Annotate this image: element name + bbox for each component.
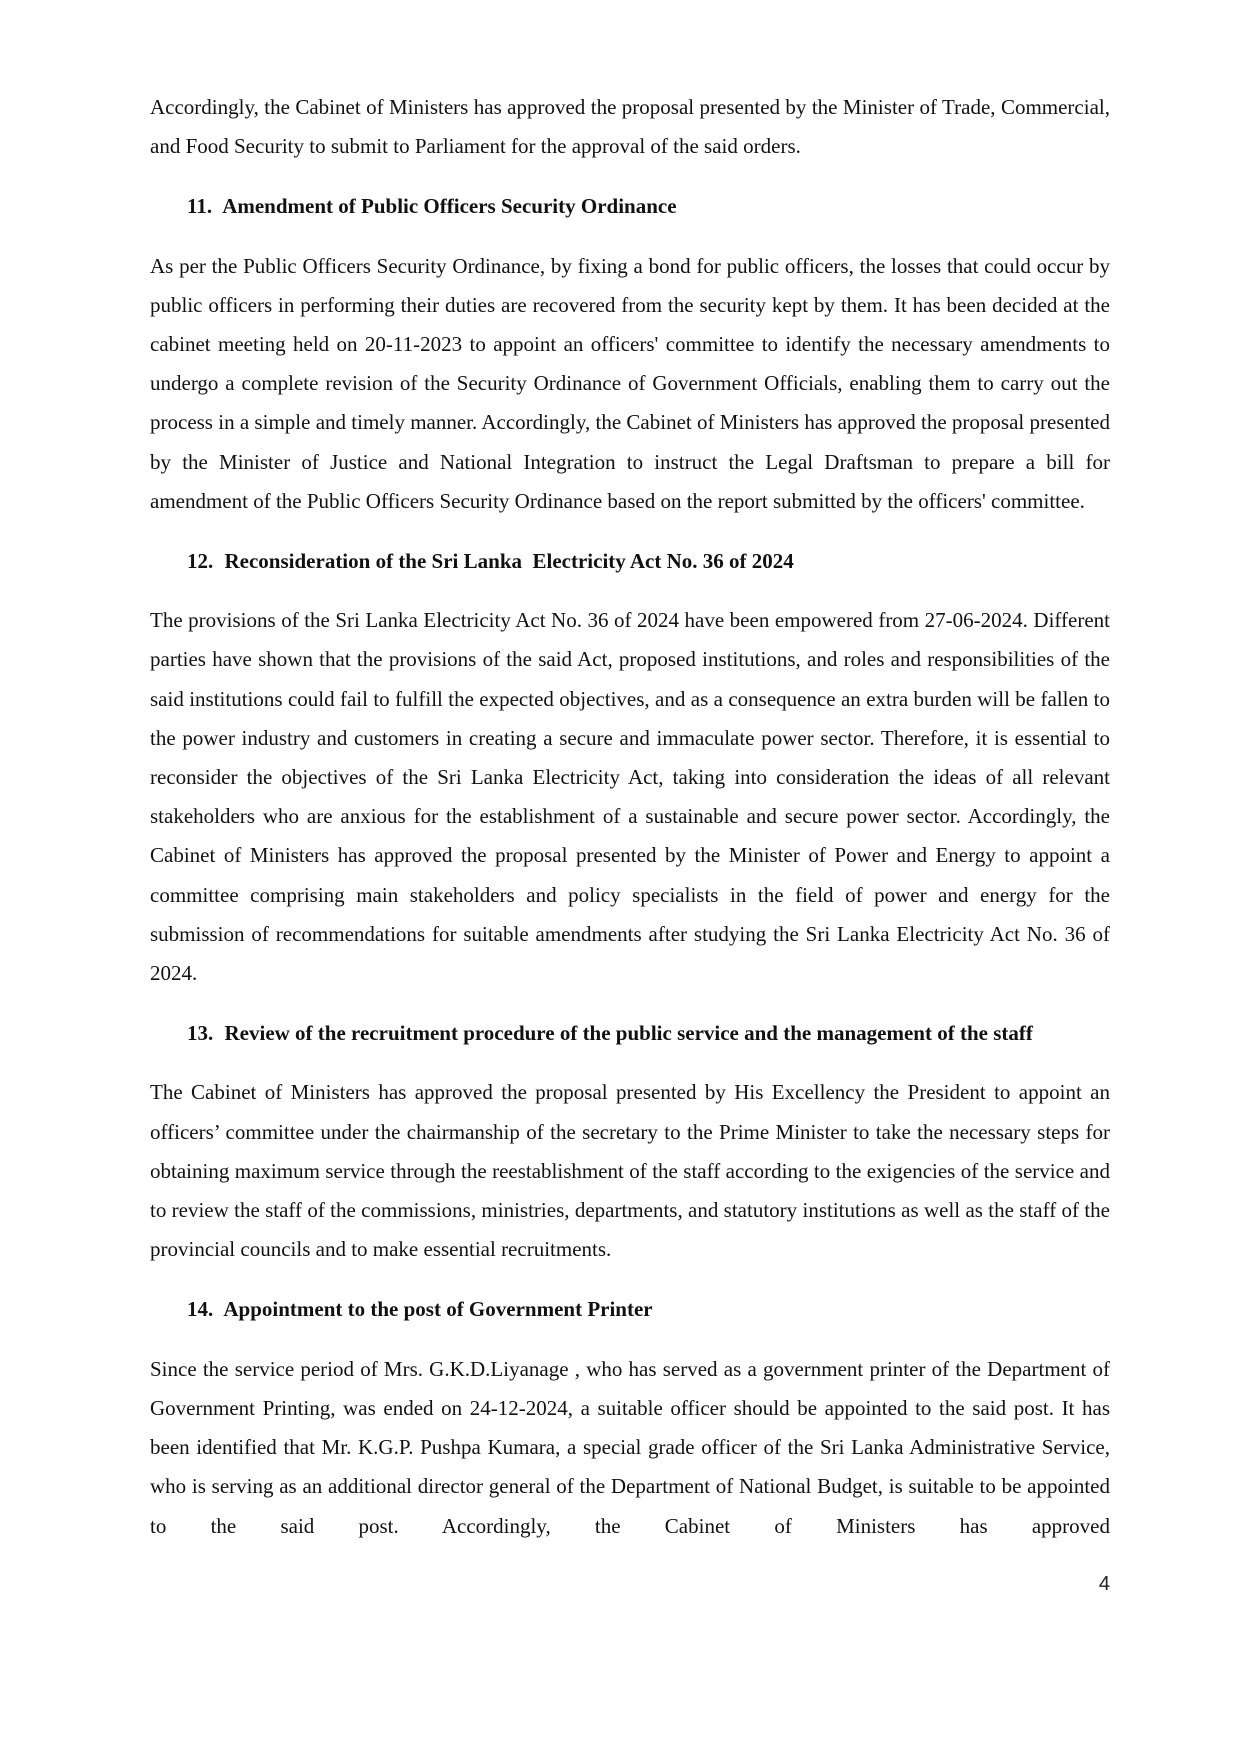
section-body-14: Since the service period of Mrs. G.K.D.Liyanage , who has served as a government printer of the Department of Government Printing, was ended on 24-12-2024, a suitable officer should be appointed to the said post. It has been identified that Mr. K.G.P. Pushpa Kumara, a special grade officer of the Sri Lanka Administrative Service, who is serving as an additional director general of the Department of National Budget, is suitable to be appointed to the said post. Accordingly, the Cabinet of Ministers has approved xyxy=(150,1356,1110,1538)
section-number: 12. xyxy=(187,549,214,574)
document-body xyxy=(150,88,1110,1546)
section-number: 14. xyxy=(187,1297,214,1322)
section-body-13: The Cabinet of Ministers has approved the proposal presented by His Excellency the President to appoint an officers’ committee under the chairmanship of the secretary to the Prime Minister to take the necessary steps for obtaining maximum service through the reestablishment of the staff according to the exigencies of the service and to review the staff of the commissions, ministries, departments, and statutory institutions as well as the staff of the provincial councils and to make essential recruitments. xyxy=(150,1080,1110,1262)
section-heading-13 xyxy=(150,1014,1110,1053)
section-heading-11 xyxy=(150,187,1110,226)
page-number: 4 xyxy=(1098,1573,1110,1595)
section-heading-14 xyxy=(150,1290,1110,1329)
section-title: Amendment of Public Officers Security Ordinance xyxy=(222,194,677,219)
section-body-12: The provisions of the Sri Lanka Electricity Act No. 36 of 2024 have been empowered from 27-06-2024. Different parties have shown that the provisions of the said Act, proposed institutions, and roles and responsibilities of the said institutions could fail to fulfill the expected objectives, and as a consequence an extra burden will be fallen to the power industry and customers in creating a secure and immaculate power sector. Therefore, it is essential to reconsider the objectives of the Sri Lanka Electricity Act, taking into consideration the ideas of all relevant stakeholders who are anxious for the establishment of a sustainable and secure power sector. Accordingly, the Cabinet of Ministers has approved the proposal presented by the Minister of Power and Energy to appoint a committee comprising main stakeholders and policy specialists in the field of power and energy for the submission of recommendations for suitable amendments after studying the Sri Lanka Electricity Act No. 36 of 2024. xyxy=(150,608,1110,986)
section-title: Review of the recruitment procedure of the public service and the management of the staff xyxy=(224,1021,1033,1046)
section-heading-12 xyxy=(150,542,1110,581)
section-title: Appointment to the post of Government Printer xyxy=(223,1297,653,1322)
section-body-11: As per the Public Officers Security Ordinance, by fixing a bond for public officers, the losses that could occur by public officers in performing their duties are recovered from the security kept by them. It has been decided at the cabinet meeting held on 20-11-2023 to appoint an officers' committee to identify the necessary amendments to undergo a complete revision of the Security Ordinance of Government Officials, enabling them to carry out the process in a simple and timely manner. Accordingly, the Cabinet of Ministers has approved the proposal presented by the Minister of Justice and National Integration to instruct the Legal Draftsman to prepare a bill for amendment of the Public Officers Security Ordinance based on the report submitted by the officers' committee. xyxy=(150,253,1110,513)
section-number: 11. xyxy=(187,194,213,219)
intro-paragraph: Accordingly, the Cabinet of Ministers has approved the proposal presented by the Minister of Trade, Commercial, and Food Security to submit to Parliament for the approval of the said orders. xyxy=(150,95,1110,159)
section-number: 13. xyxy=(187,1021,214,1046)
section-title: Reconsideration of the Sri Lanka Electricity Act No. 36 of 2024 xyxy=(224,549,794,574)
